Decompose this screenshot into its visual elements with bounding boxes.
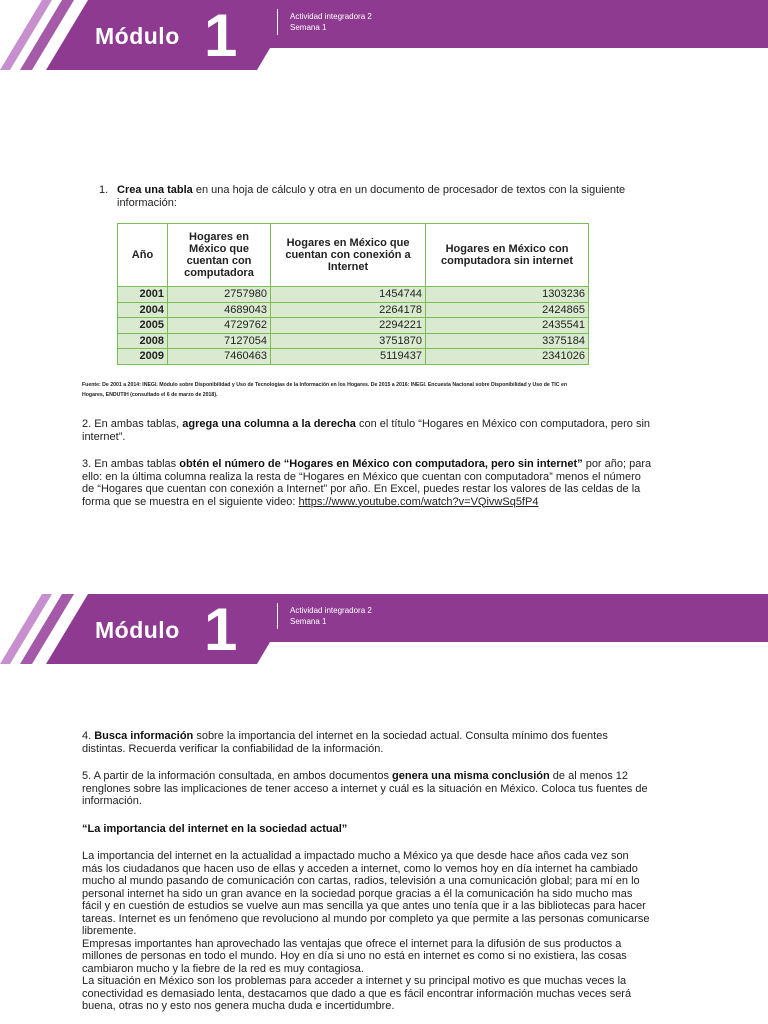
cell-value: 2757980	[168, 287, 271, 303]
week-label: Semana 1	[290, 23, 327, 32]
households-table	[117, 223, 589, 365]
module-number: 1	[204, 2, 238, 69]
banner-divider	[277, 9, 278, 35]
week-label: Semana 1	[290, 617, 327, 626]
th-computers: Hogares en México que cuentan con computadora	[168, 224, 271, 287]
item-3: 3. En ambas tablas obtén el número de “Hogares en México con computadora, pero sin internet” por año; para ello: en la última columna realiza la resta de “Hogares en México que cuentan con computadora” menos el número de “Hogares que cuentan con conexión a Internet” por año. En Excel, puedes restar los valores de las celdas de la forma que se muestra en el siguiente video: https://www.youtube.com/watch?v=VQivwSq5fP4	[82, 458, 652, 508]
cell-year: 2005	[118, 318, 168, 334]
item-4: 4. Busca información sobre la importancia del internet en la sociedad actual. Consulta mínimo dos fuentes distintas. Recuerda verificar la confiabilidad de la información.	[82, 730, 608, 755]
th-year: Año	[118, 224, 168, 287]
table-row	[118, 302, 589, 318]
cell-year: 2001	[118, 287, 168, 303]
th-internet: Hogares en México que cuentan con conexión a Internet	[271, 224, 426, 287]
essay-body	[82, 850, 702, 1013]
cell-value: 7127054	[168, 333, 271, 349]
essay-line: personal internet ha sido un gran avance en la sociedad porque gracias a él la comunicación ha sido mucho mas	[82, 887, 633, 900]
banner-divider	[277, 603, 278, 629]
module-label: Módulo	[95, 23, 180, 49]
video-link[interactable]: https://www.youtube.com/watch?v=VQivwSq5fP4	[298, 495, 539, 508]
table-row	[118, 333, 589, 349]
cell-value: 2294221	[271, 318, 426, 334]
table-row	[118, 349, 589, 365]
cell-value: 5119437	[271, 349, 426, 365]
activity-info	[290, 605, 372, 627]
header-banner-page-2	[0, 594, 768, 664]
header-banner	[0, 0, 768, 70]
essay-line: mucho al mundo pasando de comunicación con cartas, radios, televisión a una comunicación global; para mí en lo	[82, 875, 640, 887]
essay-line: conectividad es demasiado lenta, destacamos que dado a que es fácil encontrar información muchas veces será	[82, 987, 632, 1000]
essay-line: fácil y en cuestión de estudios se vuelve aun mas sencilla ya que antes uno tenía que ir a las bibliotecas para hacer	[82, 900, 646, 912]
essay-line: buena, otras no y esto nos genera mucha duda e incertidumbre.	[82, 1000, 395, 1012]
item-2: 2. En ambas tablas, agrega una columna a la derecha con el título “Hogares en México con computadora, pero sin internet”.	[82, 418, 651, 443]
essay-line: libremente.	[82, 925, 137, 937]
table-row	[118, 318, 589, 334]
essay-line: La situación en México son los problemas para acceder a internet y su principal motivo es que muchas veces la	[82, 975, 627, 987]
module-label: Módulo	[95, 617, 180, 643]
cell-value: 4689043	[168, 302, 271, 318]
cell-value: 3375184	[426, 333, 589, 349]
cell-value: 2341026	[426, 349, 589, 365]
activity-title: Actividad integradora 2	[290, 606, 372, 615]
table-row	[118, 287, 589, 303]
essay-line: tareas. Internet es un fenómeno que revoluciono al mundo por completo ya que permite a las personas comunicarse	[82, 912, 650, 925]
essay-line: más los ciudadanos que hacen uso de ellas y acceden a internet, como lo vemos hoy en día internet ha cambiado	[82, 862, 638, 875]
table-source-note: Fuente: De 2001 a 2014: INEGI. Módulo sobre Disponibilidad y Uso de Tecnologías de la Información en los Hogares. De 2015 a 2016: INEGI. Encuesta Nacional sobre Disponibilidad y Uso de TIC en Hogares, ENDUTIH (consultado el 6 de marzo de 2018).	[82, 382, 568, 398]
table-header-row	[118, 224, 589, 287]
item-1-text: Crea una tabla en una hoja de cálculo y otra en un documento de procesador de textos con la siguiente información:	[117, 184, 626, 209]
module-number: 1	[204, 596, 238, 663]
activity-title: Actividad integradora 2	[290, 12, 372, 21]
cell-value: 2264178	[271, 302, 426, 318]
essay-line: millones de personas en todo el mundo. Hoy en día si uno no está en internet es como si no existiera, las cosas	[82, 950, 627, 962]
cell-value: 3751870	[271, 333, 426, 349]
item-5: 5. A partir de la información consultada, en ambos documentos genera una misma conclusión de al menos 12 renglones sobre las implicaciones de tener acceso a internet y cuál es la situación en México. Coloca tus fuentes de información.	[82, 770, 648, 807]
cell-value: 1454744	[271, 287, 426, 303]
essay-line: La importancia del internet en la actualidad a impactado mucho a México ya que desde hace años cada vez son	[82, 850, 629, 862]
cell-value: 4729762	[168, 318, 271, 334]
essay-line: Empresas importantes han aprovechado las ventajas que ofrece el internet para la difusión de sus productos a	[82, 937, 622, 950]
cell-value: 1303236	[426, 287, 589, 303]
essay-line: cambiaron mucho y la fiebre de la red es muy contagiosa.	[82, 962, 364, 975]
activity-info	[290, 11, 372, 33]
cell-year: 2004	[118, 302, 168, 318]
item-1: 1.	[99, 184, 109, 196]
essay-title: “La importancia del internet en la sociedad actual”	[82, 823, 348, 835]
cell-year: 2008	[118, 333, 168, 349]
cell-value: 2435541	[426, 318, 589, 334]
cell-year: 2009	[118, 349, 168, 365]
cell-value: 2424865	[426, 302, 589, 318]
th-computer-no-internet: Hogares en México con computadora sin internet	[426, 224, 589, 287]
cell-value: 7460463	[168, 349, 271, 365]
